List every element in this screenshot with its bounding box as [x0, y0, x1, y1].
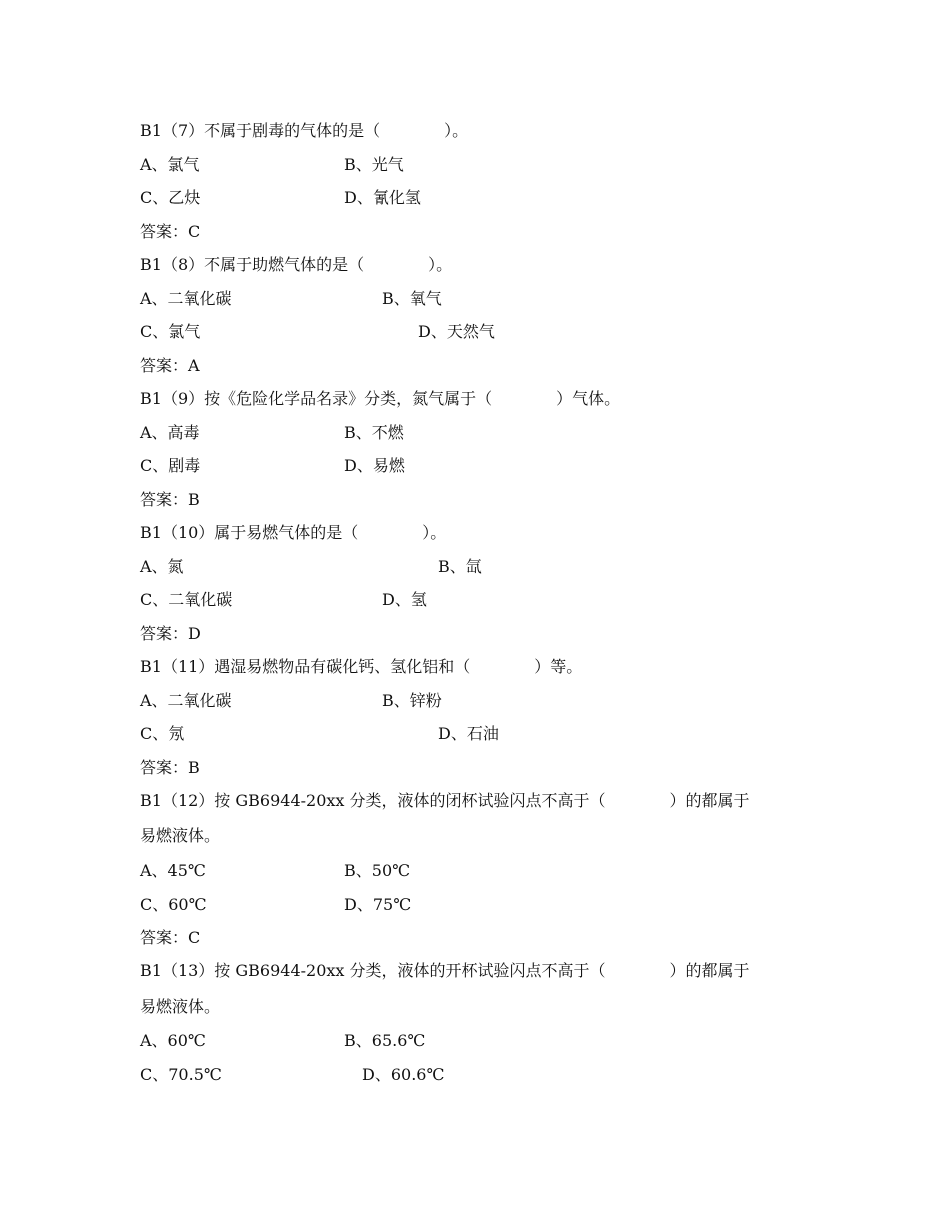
question-9-option-c: C、剧毒	[140, 456, 201, 475]
question-12-option-b: B、50℃	[344, 861, 411, 880]
question-12-stem-line-2: 易燃液体。	[140, 826, 221, 845]
question-10-option-b: B、氙	[438, 557, 482, 576]
question-7-option-b: B、光气	[344, 155, 404, 174]
question-7-option-a: A、氯气	[140, 155, 200, 174]
question-9-option-a: A、高毒	[140, 423, 200, 442]
question-9-option-b: B、不燃	[344, 423, 404, 442]
question-8-stem: B1（8）不属于助燃气体的是（ ）。	[140, 255, 453, 274]
question-12-option-a: A、45℃	[140, 861, 206, 880]
question-13-option-b: B、65.6℃	[344, 1031, 426, 1050]
question-9-stem: B1（9）按《危险化学品名录》分类，氮气属于（ ）气体。	[140, 389, 621, 408]
question-8-option-b: B、氧气	[382, 289, 442, 308]
question-11-stem: B1（11）遇湿易燃物品有碳化钙、氢化铝和（ ）等。	[140, 657, 583, 676]
question-13-stem-line-2: 易燃液体。	[140, 997, 221, 1016]
question-10-option-c: C、二氧化碳	[140, 590, 233, 609]
question-10-answer: 答案：D	[140, 624, 201, 643]
question-7-stem: B1（7）不属于剧毒的气体的是（ ）。	[140, 121, 469, 140]
question-10-option-d: D、氢	[382, 590, 427, 609]
question-8-option-c: C、氯气	[140, 322, 201, 341]
question-13-option-a: A、60℃	[140, 1031, 206, 1050]
question-11-option-b: B、锌粉	[382, 691, 442, 710]
question-9-option-d: D、易燃	[344, 456, 405, 475]
question-10-option-a: A、氮	[140, 557, 184, 576]
question-11-option-d: D、石油	[438, 724, 499, 743]
question-8-option-d: D、天然气	[418, 322, 495, 341]
question-8-answer: 答案：A	[140, 356, 200, 375]
question-7-option-c: C、乙炔	[140, 188, 201, 207]
question-11-option-c: C、氖	[140, 724, 185, 743]
question-11-option-a: A、二氧化碳	[140, 691, 232, 710]
question-7-answer: 答案：C	[140, 222, 201, 241]
question-11-answer: 答案：B	[140, 758, 200, 777]
question-12-option-c: C、60℃	[140, 895, 207, 914]
question-7-option-d: D、氰化氢	[344, 188, 421, 207]
question-13-option-d: D、60.6℃	[362, 1065, 445, 1084]
question-12-stem-line-1: B1（12）按 GB6944-20xx 分类，液体的闭杯试验闪点不高于（ ）的都属于	[140, 791, 750, 810]
question-12-option-d: D、75℃	[344, 895, 412, 914]
question-8-option-a: A、二氧化碳	[140, 289, 232, 308]
question-12-answer: 答案：C	[140, 928, 201, 947]
question-13-option-c: C、70.5℃	[140, 1065, 222, 1084]
question-13-stem-line-1: B1（13）按 GB6944-20xx 分类，液体的开杯试验闪点不高于（ ）的都属于	[140, 961, 750, 980]
question-10-stem: B1（10）属于易燃气体的是（ ）。	[140, 523, 447, 542]
question-9-answer: 答案：B	[140, 490, 200, 509]
